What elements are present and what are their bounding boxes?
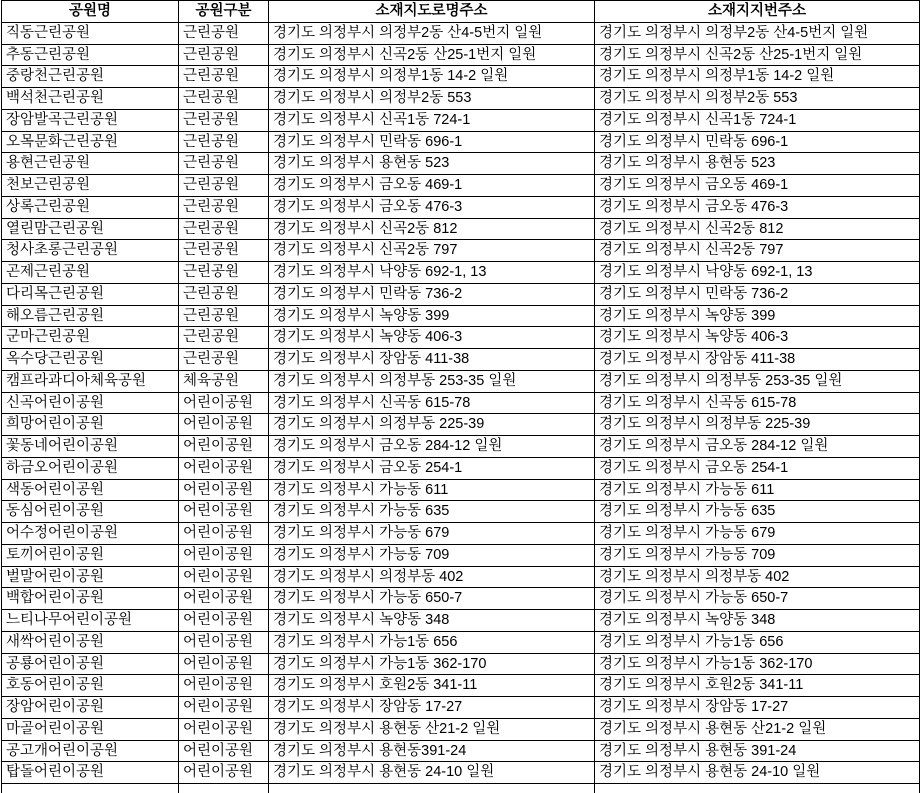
table-row [2,566,920,588]
cell-park-name[interactable]: 군마근린공원 [2,327,179,349]
cell-park-category[interactable]: 어린이공원 [179,718,269,740]
table-row [2,131,920,153]
cell-lot-address[interactable]: 경기도 의정부시 신곡2동 812 [595,218,920,240]
cell-park-name[interactable]: 곤제근린공원 [2,262,179,284]
cell-road-address[interactable]: 경기도 의정부시 신곡2동 812 [269,218,595,240]
cell-road-address[interactable]: 경기도 의정부시 신곡2동 797 [269,240,595,262]
cell-road-address[interactable]: 경기도 의정부시 가능동 611 [269,479,595,501]
table-row [2,762,920,784]
cell-park-category[interactable]: 근린공원 [179,66,269,88]
cell-lot-address[interactable]: 경기도 의정부시 의정부2동 산4-5번지 일원 [595,22,920,44]
cell-lot-address[interactable]: 경기도 의정부시 신곡2동 797 [595,240,920,262]
table-row [2,392,920,414]
cell-park-category[interactable]: 어린이공원 [179,762,269,784]
cell-park-category[interactable]: 어린이공원 [179,631,269,653]
table-row [2,44,920,66]
cell-road-address[interactable]: 경기도 의정부시 의정부동 402 [269,566,595,588]
cell-road-address[interactable]: 경기도 의정부시 가능동 709 [269,544,595,566]
table-row [2,66,920,88]
cell-road-address[interactable]: 경기도 의정부시 의정부2동 산4-5번지 일원 [269,22,595,44]
cell-road-address[interactable]: 경기도 의정부시 용현동391-24 [269,740,595,762]
table-row [2,610,920,632]
cell-road-address[interactable]: 경기도 의정부시 녹양동 348 [269,610,595,632]
table-row-partial [2,784,920,793]
table-row [2,436,920,458]
table-row [2,457,920,479]
cell-lot-address[interactable]: 경기도 의정부시 녹양동 399 [595,305,920,327]
cell-park-name[interactable]: 공고개어린이공원 [2,740,179,762]
table-row [2,88,920,110]
table-row [2,283,920,305]
table-row [2,414,920,436]
cell-road-address[interactable]: 경기도 의정부시 신곡동 615-78 [269,392,595,414]
table-row [2,523,920,545]
table-row [2,479,920,501]
cell-park-category[interactable]: 어린이공원 [179,566,269,588]
cell-road-address[interactable]: 경기도 의정부시 금오동 469-1 [269,175,595,197]
cell-park-name[interactable]: 색동어린이공원 [2,479,179,501]
cell-park-name[interactable]: 꽃동네어린이공원 [2,436,179,458]
cell-road-address[interactable] [269,784,595,793]
cell-road-address[interactable]: 경기도 의정부시 의정부동 253-35 일원 [269,370,595,392]
cell-park-name[interactable]: 중랑천근린공원 [2,66,179,88]
cell-park-name[interactable]: 해오름근린공원 [2,305,179,327]
cell-park-name[interactable]: 장암어린이공원 [2,697,179,719]
header-park-name[interactable]: 공원명 [2,1,179,23]
cell-park-name[interactable]: 다리목근린공원 [2,283,179,305]
table-row [2,653,920,675]
cell-park-name[interactable]: 느티나무어린이공원 [2,610,179,632]
table-row [2,349,920,371]
cell-road-address[interactable]: 경기도 의정부시 가능1동 362-170 [269,653,595,675]
cell-park-name[interactable]: 옥수당근린공원 [2,349,179,371]
cell-park-name[interactable]: 공룡어린이공원 [2,653,179,675]
cell-park-category[interactable]: 근린공원 [179,22,269,44]
cell-park-name[interactable]: 직동근린공원 [2,22,179,44]
cell-lot-address[interactable]: 경기도 의정부시 장암동 411-38 [595,349,920,371]
cell-road-address[interactable]: 경기도 의정부시 용현동 24-10 일원 [269,762,595,784]
cell-road-address[interactable]: 경기도 의정부시 가능1동 656 [269,631,595,653]
cell-park-name[interactable]: 백합어린이공원 [2,588,179,610]
cell-road-address[interactable]: 경기도 의정부시 금오동 254-1 [269,457,595,479]
cell-park-name[interactable]: 열린맘근린공원 [2,218,179,240]
cell-lot-address[interactable]: 경기도 의정부시 가능동 635 [595,501,920,523]
cell-park-name[interactable]: 신곡어린이공원 [2,392,179,414]
cell-park-name[interactable]: 탑돌어린이공원 [2,762,179,784]
cell-lot-address[interactable]: 경기도 의정부시 금오동 469-1 [595,175,920,197]
cell-park-category[interactable]: 근린공원 [179,109,269,131]
table-row [2,501,920,523]
table-row [2,370,920,392]
cell-park-category[interactable]: 체육공원 [179,370,269,392]
cell-park-category[interactable]: 어린이공원 [179,697,269,719]
cell-road-address[interactable]: 경기도 의정부시 가능동 650-7 [269,588,595,610]
cell-park-name[interactable]: 상록근린공원 [2,196,179,218]
cell-road-address[interactable]: 경기도 의정부시 신곡2동 산25-1번지 일원 [269,44,595,66]
cell-park-name[interactable]: 용현근린공원 [2,153,179,175]
cell-park-category[interactable]: 어린이공원 [179,653,269,675]
cell-park-category[interactable]: 어린이공원 [179,588,269,610]
cell-lot-address[interactable]: 경기도 의정부시 의정부2동 553 [595,88,920,110]
cell-park-category[interactable]: 근린공원 [179,175,269,197]
header-park-category[interactable]: 공원구분 [179,1,269,23]
table-row [2,305,920,327]
table-row [2,544,920,566]
cell-lot-address[interactable]: 경기도 의정부시 가능1동 362-170 [595,653,920,675]
cell-park-category[interactable]: 근린공원 [179,240,269,262]
cell-park-name[interactable]: 천보근린공원 [2,175,179,197]
cell-road-address[interactable]: 경기도 의정부시 낙양동 692-1, 13 [269,262,595,284]
cell-park-category[interactable]: 근린공원 [179,218,269,240]
table-body [2,22,920,783]
cell-road-address[interactable]: 경기도 의정부시 녹양동 406-3 [269,327,595,349]
table-row [2,718,920,740]
cell-road-address[interactable]: 경기도 의정부시 의정부동 225-39 [269,414,595,436]
table-row [2,697,920,719]
cell-road-address[interactable]: 경기도 의정부시 민락동 696-1 [269,131,595,153]
cell-park-category[interactable]: 어린이공원 [179,501,269,523]
cell-park-name[interactable]: 캠프라과디아체육공원 [2,370,179,392]
cell-park-name[interactable]: 마골어린이공원 [2,718,179,740]
cell-park-category[interactable]: 근린공원 [179,153,269,175]
cell-park-name[interactable]: 벌말어린이공원 [2,566,179,588]
cell-lot-address[interactable]: 경기도 의정부시 용현동 523 [595,153,920,175]
cell-lot-address[interactable]: 경기도 의정부시 호원2동 341-11 [595,675,920,697]
cell-road-address[interactable]: 경기도 의정부시 금오동 476-3 [269,196,595,218]
cell-park-name[interactable]: 장암발곡근린공원 [2,109,179,131]
cell-park-category[interactable]: 근린공원 [179,283,269,305]
cell-park-category[interactable]: 어린이공원 [179,414,269,436]
cell-lot-address[interactable]: 경기도 의정부시 용현동 산21-2 일원 [595,718,920,740]
cell-lot-address[interactable]: 경기도 의정부시 가능동 679 [595,523,920,545]
cell-park-name[interactable]: 추동근린공원 [2,44,179,66]
cell-lot-address[interactable]: 경기도 의정부시 가능동 709 [595,544,920,566]
cell-lot-address[interactable]: 경기도 의정부시 의정부1동 14-2 일원 [595,66,920,88]
cell-park-category[interactable]: 어린이공원 [179,392,269,414]
table-row [2,153,920,175]
parks-table [1,0,920,793]
cell-lot-address[interactable]: 경기도 의정부시 민락동 696-1 [595,131,920,153]
cell-park-category[interactable]: 근린공원 [179,196,269,218]
cell-lot-address[interactable]: 경기도 의정부시 의정부동 253-35 일원 [595,370,920,392]
cell-lot-address[interactable]: 경기도 의정부시 장암동 17-27 [595,697,920,719]
table-row [2,740,920,762]
table-row [2,240,920,262]
cell-lot-address[interactable]: 경기도 의정부시 녹양동 406-3 [595,327,920,349]
cell-park-name[interactable]: 호동어린이공원 [2,675,179,697]
cell-park-category[interactable]: 근린공원 [179,327,269,349]
cell-road-address[interactable]: 경기도 의정부시 녹양동 399 [269,305,595,327]
cell-park-name[interactable] [2,784,179,793]
cell-park-name[interactable]: 백석천근린공원 [2,88,179,110]
cell-park-name[interactable]: 어수정어린이공원 [2,523,179,545]
cell-park-name[interactable]: 오목문화근린공원 [2,131,179,153]
cell-lot-address[interactable]: 경기도 의정부시 의정부동 402 [595,566,920,588]
table-row [2,262,920,284]
cell-lot-address[interactable]: 경기도 의정부시 용현동 391-24 [595,740,920,762]
table-row [2,196,920,218]
cell-park-name[interactable]: 토끼어린이공원 [2,544,179,566]
table-row [2,588,920,610]
cell-park-category[interactable] [179,784,269,793]
table-row [2,631,920,653]
cell-park-category[interactable]: 어린이공원 [179,479,269,501]
cell-road-address[interactable]: 경기도 의정부시 가능동 679 [269,523,595,545]
cell-park-category[interactable]: 근린공원 [179,88,269,110]
cell-lot-address[interactable]: 경기도 의정부시 가능동 650-7 [595,588,920,610]
cell-park-category[interactable]: 어린이공원 [179,740,269,762]
cell-road-address[interactable]: 경기도 의정부시 장암동 17-27 [269,697,595,719]
cell-lot-address[interactable]: 경기도 의정부시 신곡2동 산25-1번지 일원 [595,44,920,66]
cell-park-category[interactable]: 어린이공원 [179,544,269,566]
cell-road-address[interactable]: 경기도 의정부시 민락동 736-2 [269,283,595,305]
cell-lot-address[interactable]: 경기도 의정부시 가능동 611 [595,479,920,501]
cell-lot-address[interactable] [595,784,920,793]
cell-park-category[interactable]: 근린공원 [179,44,269,66]
table-header-row [2,1,920,23]
cell-park-category[interactable]: 어린이공원 [179,523,269,545]
cell-park-category[interactable]: 근린공원 [179,262,269,284]
cell-lot-address[interactable]: 경기도 의정부시 가능1동 656 [595,631,920,653]
table-row [2,675,920,697]
table-row [2,218,920,240]
cell-lot-address[interactable]: 경기도 의정부시 신곡1동 724-1 [595,109,920,131]
cell-lot-address[interactable]: 경기도 의정부시 낙양동 692-1, 13 [595,262,920,284]
cell-road-address[interactable]: 경기도 의정부시 장암동 411-38 [269,349,595,371]
cell-park-name[interactable]: 하금오어린이공원 [2,457,179,479]
cell-road-address[interactable]: 경기도 의정부시 용현동 산21-2 일원 [269,718,595,740]
table-row [2,327,920,349]
cell-road-address[interactable]: 경기도 의정부시 의정부1동 14-2 일원 [269,66,595,88]
cell-lot-address[interactable]: 경기도 의정부시 신곡동 615-78 [595,392,920,414]
cell-lot-address[interactable]: 경기도 의정부시 의정부동 225-39 [595,414,920,436]
cell-park-category[interactable]: 근린공원 [179,131,269,153]
header-lot-address[interactable]: 소재지지번주소 [595,1,920,23]
cell-lot-address[interactable]: 경기도 의정부시 금오동 476-3 [595,196,920,218]
cell-park-category[interactable]: 어린이공원 [179,436,269,458]
cell-park-name[interactable]: 동심어린이공원 [2,501,179,523]
cell-road-address[interactable]: 경기도 의정부시 의정부2동 553 [269,88,595,110]
cell-park-name[interactable]: 새싹어린이공원 [2,631,179,653]
table-row [2,175,920,197]
cell-road-address[interactable]: 경기도 의정부시 신곡1동 724-1 [269,109,595,131]
cell-park-category[interactable]: 어린이공원 [179,457,269,479]
header-road-address[interactable]: 소재지도로명주소 [269,1,595,23]
table-row [2,22,920,44]
cell-park-name[interactable]: 희망어린이공원 [2,414,179,436]
cell-road-address[interactable]: 경기도 의정부시 호원2동 341-11 [269,675,595,697]
table-row [2,109,920,131]
cell-park-category[interactable]: 근린공원 [179,349,269,371]
cell-lot-address[interactable]: 경기도 의정부시 금오동 254-1 [595,457,920,479]
cell-park-category[interactable]: 어린이공원 [179,675,269,697]
cell-road-address[interactable]: 경기도 의정부시 금오동 284-12 일원 [269,436,595,458]
cell-park-name[interactable]: 청사초롱근린공원 [2,240,179,262]
cell-lot-address[interactable]: 경기도 의정부시 녹양동 348 [595,610,920,632]
cell-park-category[interactable]: 어린이공원 [179,610,269,632]
cell-lot-address[interactable]: 경기도 의정부시 용현동 24-10 일원 [595,762,920,784]
cell-lot-address[interactable]: 경기도 의정부시 금오동 284-12 일원 [595,436,920,458]
cell-lot-address[interactable]: 경기도 의정부시 민락동 736-2 [595,283,920,305]
cell-road-address[interactable]: 경기도 의정부시 용현동 523 [269,153,595,175]
cell-road-address[interactable]: 경기도 의정부시 가능동 635 [269,501,595,523]
cell-park-category[interactable]: 근린공원 [179,305,269,327]
